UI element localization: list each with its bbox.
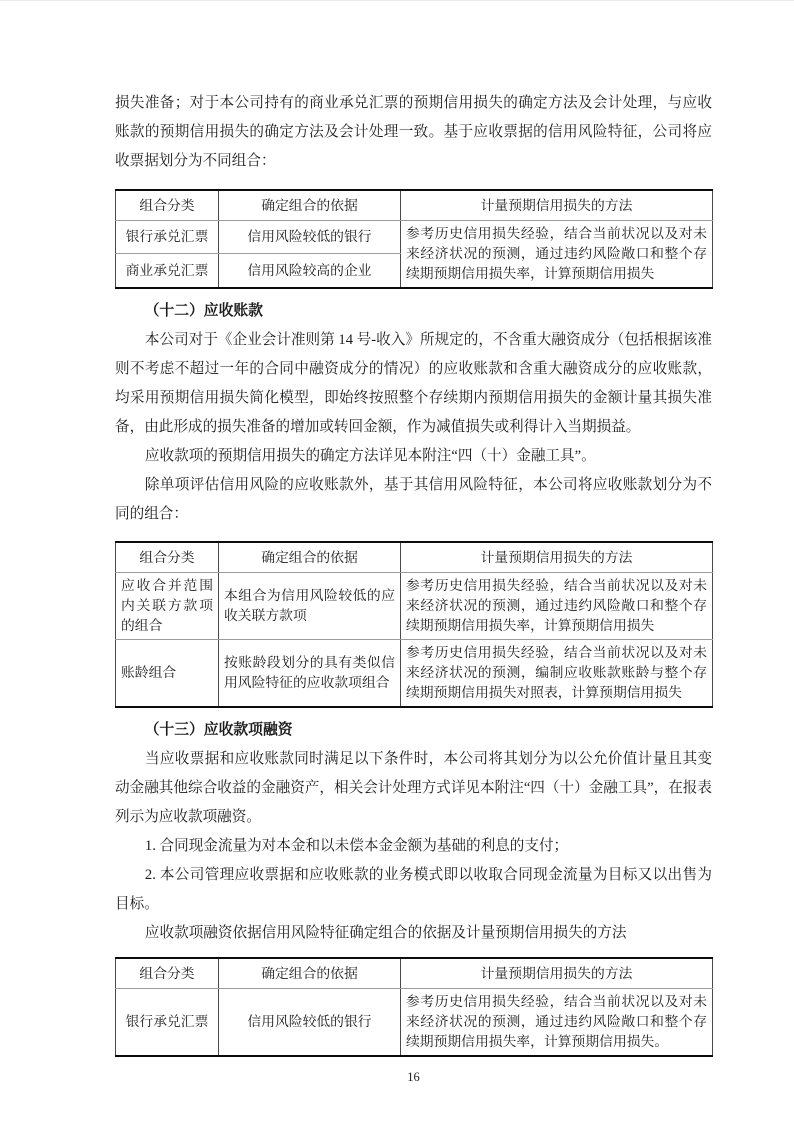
column-header-method: 计量预期信用损失的方法 [401,190,713,221]
cell-category: 应收合并范围内关联方款项的组合 [116,573,219,640]
cell-basis: 信用风险较低的银行 [219,221,401,254]
table-header-row [116,542,713,573]
table-header-row [116,958,713,989]
section-13-list-item-1: 1. 合同现金流量为对本金和以未偿本金金额为基础的利息的支付； [144,838,569,854]
section-13-heading: （十三）应收款项融资 [144,722,293,738]
section-13-paragraph-2: 应收款项融资依据信用风险特征确定组合的依据及计量预期信用损失的方法 [144,925,627,941]
receivables-financing-portfolio-table [115,957,713,1057]
cell-basis: 本组合为信用风险较低的应收关联方款项 [219,573,401,640]
table-row [116,221,713,254]
column-header-method: 计量预期信用损失的方法 [401,958,713,989]
column-header-basis: 确定组合的依据 [219,542,401,573]
cell-basis: 信用风险较低的银行 [219,989,401,1057]
section-12-paragraph-1: 本公司对于《企业会计准则第 14 号-收入》所规定的，不含重大融资成分（包括根据该准则不考虑不超过一年的合同中融资成分的情况）的应收账款和含重大融资成分的应收账款，均采用预期信用损失简化模型，即始终按照整个存续期内预期信用损失的金额计量其损失准备，由此形成的损失准备的增加或转回金额，作为减值损失或利得计入当期损益。 [115,332,712,435]
section-12-heading: （十二）应收账款 [144,303,263,319]
accounts-receivable-portfolio-table [115,541,713,708]
section-12-paragraph-3: 除单项评估信用风险的应收账款外，基于其信用风险特征，本公司将应收账款划分为不同的组合： [115,477,712,522]
column-header-basis: 确定组合的依据 [219,958,401,989]
cell-method-merged: 参考历史信用损失经验，结合当前状况以及对未来经济状况的预测，通过违约风险敞口和整个存续期预期信用损失率，计算预期信用损失 [401,221,713,289]
section-13-paragraph-1: 当应收票据和应收账款同时满足以下条件时，本公司将其划分为以公允价值计量且其变动金融其他综合收益的金融资产，相关会计处理方式详见本附注“四（十）金融工具”，在报表列示为应收款项融资。 [115,751,712,825]
table-row [116,640,713,708]
cell-category: 账龄组合 [116,640,219,708]
cell-category: 商业承兑汇票 [116,254,219,288]
cell-basis: 信用风险较高的企业 [219,254,401,288]
table-header-row [116,190,713,221]
table-row [116,989,713,1057]
cell-method: 参考历史信用损失经验，结合当前状况以及对未来经济状况的预测，编制应收账款账龄与整个存续期预期信用损失对照表，计算预期信用损失 [401,640,713,708]
column-header-method: 计量预期信用损失的方法 [401,542,713,573]
column-header-basis: 确定组合的依据 [219,190,401,221]
section-12-paragraph-2: 应收款项的预期信用损失的确定方法详见本附注“四（十）金融工具”。 [144,448,596,464]
table-row [116,573,713,640]
column-header-category: 组合分类 [116,542,219,573]
cell-method: 参考历史信用损失经验，结合当前状况以及对未来经济状况的预测，通过违约风险敞口和整个存续期预期信用损失率，计算预期信用损失。 [401,989,713,1057]
cell-basis: 按账龄段划分的具有类似信用风险特征的应收款项组合 [219,640,401,708]
section-13-list-item-2: 2. 本公司管理应收票据和应收账款的业务模式即以收取合同现金流量为目标又以出售为目标。 [115,867,712,912]
bills-receivable-portfolio-table [115,189,713,289]
intro-paragraph: 损失准备；对于本公司持有的商业承兑汇票的预期信用损失的确定方法及会计处理，与应收账款的预期信用损失的确定方法及会计处理一致。基于应收票据的信用风险特征，公司将应收票据划分为不同组合： [115,95,712,169]
page-number: 16 [407,1070,420,1084]
cell-category: 银行承兑汇票 [116,221,219,254]
column-header-category: 组合分类 [116,958,219,989]
cell-category: 银行承兑汇票 [116,989,219,1057]
cell-method: 参考历史信用损失经验，结合当前状况以及对未来经济状况的预测，通过违约风险敞口和整个存续期预期信用损失率，计算预期信用损失 [401,573,713,640]
column-header-category: 组合分类 [116,190,219,221]
